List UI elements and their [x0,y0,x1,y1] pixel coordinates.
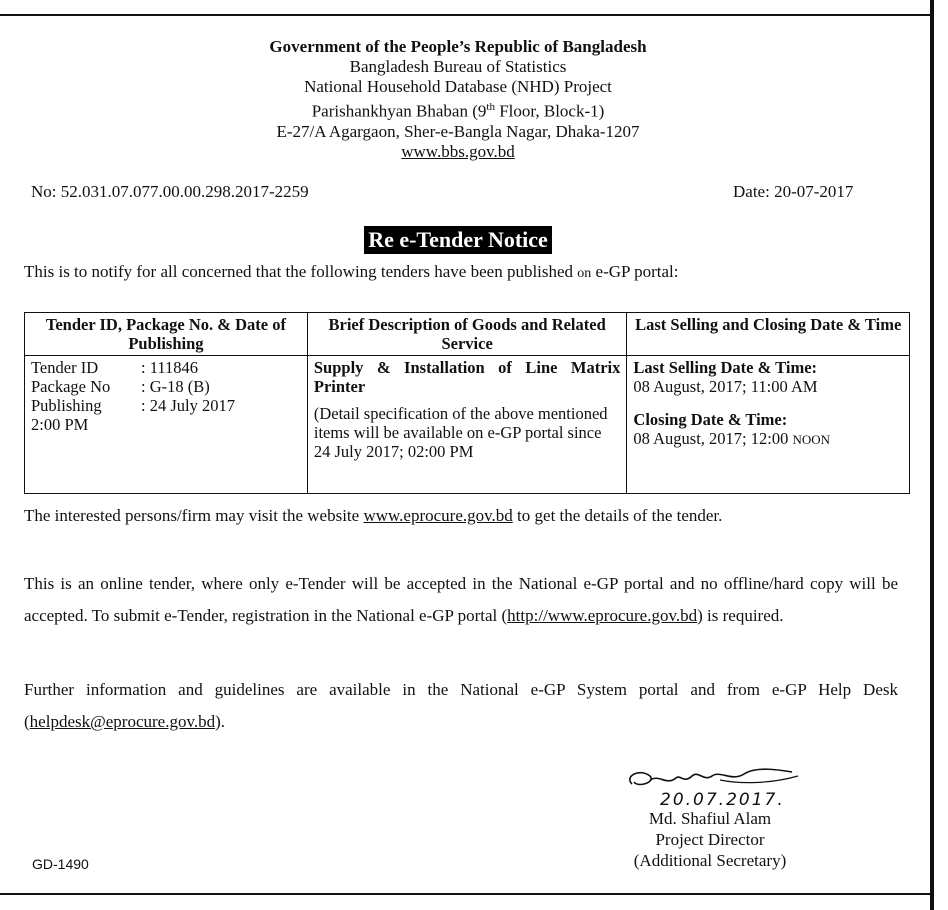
p1-post: to get the details of the tender. [512,506,723,525]
package-label: Package No [31,377,111,396]
paragraph-helpdesk [24,674,898,738]
letterhead [0,37,916,162]
p3-pre: Further information and guidelines are available in the National e-GP System portal and from e-GP Help Desk ( [24,680,898,731]
publishing-value: : 24 July 2017 [141,396,235,415]
closing-value [633,429,903,449]
tender-id-value: : 111846 [141,358,198,377]
bureau-name: Bangladesh Bureau of Statistics [349,57,567,76]
eprocure-url-link[interactable]: http://www.eprocure.gov.bd [507,606,698,625]
intro-text [24,262,678,282]
signatory-designation: Project Director [655,830,765,849]
signature-block [600,808,820,871]
table-row [25,356,910,494]
intro-tail: e-GP portal: [591,262,679,281]
eprocure-link[interactable]: www.eprocure.gov.bd [363,506,513,525]
tender-info-cell [25,356,308,494]
p2-post: ) is required. [697,606,784,625]
closing-value-small: NOON [792,432,831,447]
last-selling-value: 08 August, 2017; 11:00 AM [633,377,818,396]
frame-bottom-border [0,893,934,895]
signatory-rank: (Additional Secretary) [633,851,787,870]
building-address [0,97,916,122]
reference-number: No: 52.031.07.077.00.00.298.2017-2259 [31,182,309,201]
street-address: E-27/A Agargaon, Sher-e-Bangla Nagar, Dhaka-1207 [276,121,640,141]
paragraph-website [24,500,898,532]
header-description: Brief Description of Goods and Related Service [307,313,627,356]
closing-label: Closing Date & Time: [633,410,788,429]
p3-post: ). [215,712,226,731]
paragraph-online-tender [24,568,898,632]
document-code: GD-1490 [32,856,89,872]
frame-top-border [0,14,932,16]
reference-date: Date: 20-07-2017 [733,182,854,201]
helpdesk-email-link[interactable]: helpdesk@eprocure.gov.bd [29,712,216,731]
dates-cell [627,356,910,494]
table-header-row [25,313,910,356]
description-cell [307,356,627,494]
publishing-label: Publishing [31,396,102,415]
intro-small: on [577,266,592,281]
last-selling-label: Last Selling Date & Time: [633,358,818,377]
description-note: (Detail specification of the above mentioned items will be available on e-GP portal since 24 July 2017; 02:00 PM [313,404,608,461]
frame-right-border [930,0,934,910]
govt-name: Government of the People’s Republic of Bangladesh [269,37,647,56]
header-tender-id: Tender ID, Package No. & Date of Publishing [25,313,308,356]
closing-value-main: 08 August, 2017; 12:00 [633,429,793,448]
signatory-name: Md. Shafiul Alam [648,809,772,828]
p2-pre: This is an online tender, where only e-Tender will be accepted in the National e-GP portal and no offline/hard copy will be accepted. To submit e-Tender, registration in the National e-GP portal ( [24,574,898,625]
tender-table [24,312,910,494]
tender-id-label: Tender ID [31,358,99,377]
package-value: : G-18 (B) [141,377,210,396]
bbs-website-link[interactable]: www.bbs.gov.bd [401,141,515,161]
building-address-pre: Parishankhyan Bhaban (9 [311,101,487,121]
description-title: Supply & Installation of Line Matrix Printer [313,358,621,396]
publishing-time: 2:00 PM [31,415,89,434]
signature-date: 20.07.2017. [660,790,785,810]
header-dates: Last Selling and Closing Date & Time [627,313,910,356]
building-address-sup: th [486,101,495,113]
p1-pre: The interested persons/firm may visit the website [24,506,364,525]
title-wrap [0,226,916,254]
intro-main: This is to notify for all concerned that the following tenders have been published [24,262,578,281]
building-address-post: Floor, Block-1) [494,101,605,121]
project-name: National Household Database (NHD) Project [304,77,612,96]
notice-title: Re e-Tender Notice [364,226,552,254]
